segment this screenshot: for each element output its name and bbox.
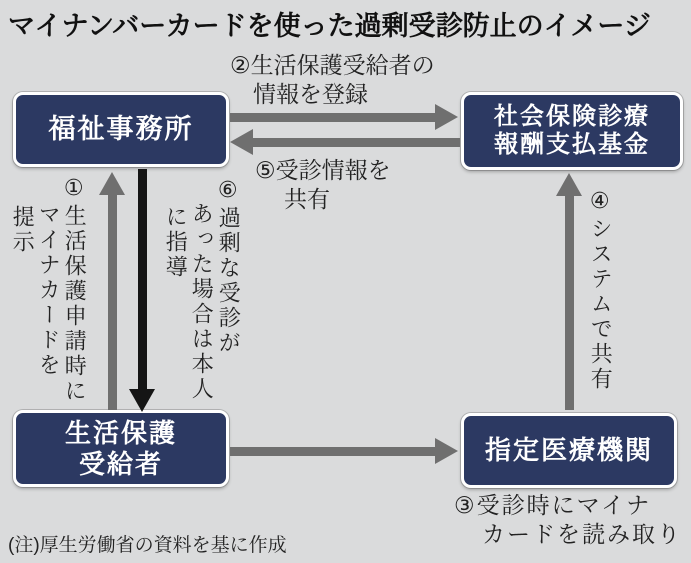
arrow-step3-right-icon xyxy=(230,438,458,465)
source-note: (注)厚生労働省の資料を基に作成 xyxy=(8,535,287,556)
arrow-step4-up-icon xyxy=(556,173,583,410)
arrow-body xyxy=(108,193,117,410)
node-payment-fund-label-line2: 報酬支払基金 xyxy=(494,131,650,158)
step2-label-line1: ②生活保護受給者の xyxy=(230,52,435,78)
arrow-head xyxy=(129,389,155,412)
arrow-body xyxy=(230,447,436,456)
node-medical-institution xyxy=(461,413,677,488)
arrow-body xyxy=(138,169,147,390)
arrow-head xyxy=(99,172,125,195)
step6-label-col3: に指導 xyxy=(163,205,189,280)
arrow-head xyxy=(556,173,582,196)
arrow-body xyxy=(565,194,574,410)
step2-label-line2: 情報を登録 xyxy=(253,81,368,107)
arrow-body xyxy=(230,113,436,122)
arrow-head xyxy=(435,438,458,464)
arrow-head xyxy=(230,129,253,155)
diagram-title: マイナンバーカードを使った過剰受診防止のイメージ xyxy=(8,11,651,41)
step6-label-col2: あった場合は本人 xyxy=(189,202,215,402)
step4-label: ④システムで共有 xyxy=(588,189,614,392)
step5-label-line2: 共有 xyxy=(284,186,330,212)
node-welfare-recipient xyxy=(13,410,229,487)
node-payment-fund xyxy=(461,92,683,170)
step6-label-col1: ⑥過剰な受診が xyxy=(216,178,242,356)
arrow-step5-left-icon xyxy=(230,129,460,156)
step3-label-line2: カードを読み取り xyxy=(482,521,682,547)
node-payment-fund-label-line1: 社会保険診療 xyxy=(494,102,650,130)
step5-label-line1: ⑤受診情報を xyxy=(255,157,391,183)
step1-label-col3: 提示 xyxy=(10,205,36,255)
node-medical-institution-label: 指定医療機関 xyxy=(484,435,653,466)
arrow-step6-down-icon xyxy=(129,169,156,412)
arrow-body xyxy=(252,138,460,147)
node-welfare-office xyxy=(13,92,229,167)
step1-label-col1: ①生活保護申請時に xyxy=(62,176,88,404)
step1-label-col2: マイナカードを xyxy=(36,203,62,378)
step3-label-line1: ③受診時にマイナ xyxy=(454,492,652,518)
node-welfare-office-label: 福祉事務所 xyxy=(48,113,194,144)
arrow-step1-up-icon xyxy=(99,172,126,410)
arrow-head xyxy=(435,104,458,130)
node-welfare-recipient-label-line1: 生活保護 xyxy=(64,417,177,448)
node-welfare-recipient-label-line2: 受給者 xyxy=(78,448,163,479)
